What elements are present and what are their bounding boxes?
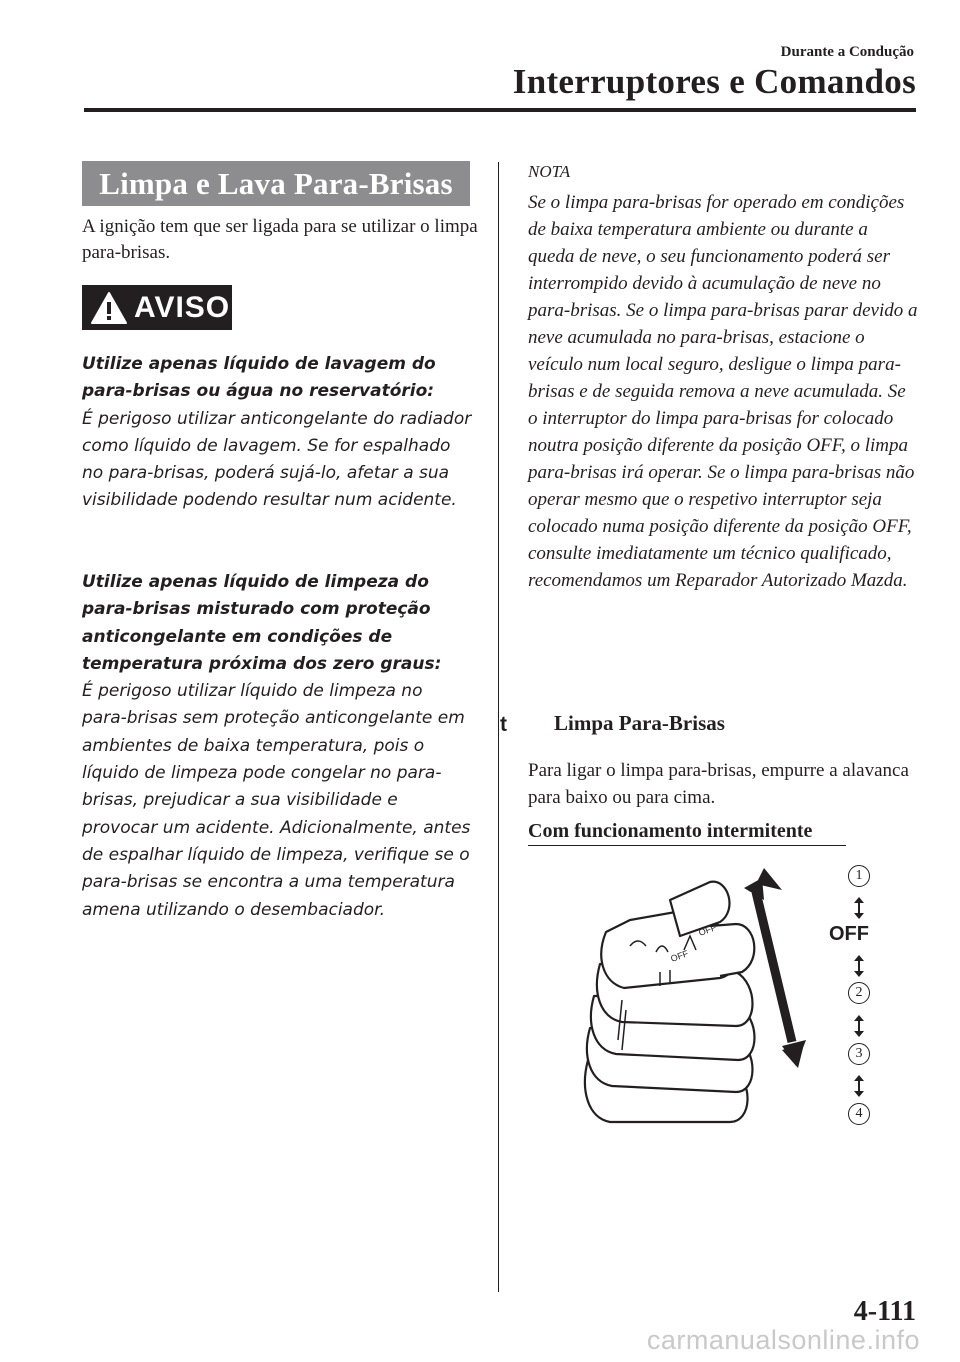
warning-block-2 — [82, 569, 472, 924]
up-down-arrow-icon — [853, 955, 865, 977]
position-1-label: 1 — [848, 865, 870, 887]
page-number: 4-111 — [853, 1296, 916, 1327]
subsection-marker: t — [500, 713, 507, 736]
warning-block-2-body: É perigoso utilizar líquido de limpeza no para-brisas sem proteção anticongelante em ambientes de baixa temperatura, pois o líquido de limpeza pode congelar no para-brisas, prejudicar a sua visibilidade e provocar um acidente. Adicionalmente, antes de espalhar líquido de limpeza, verifique se o para-brisas se encontra a uma temperatura amena utilizando o desembaciador. — [82, 681, 471, 920]
position-3-label: 3 — [848, 1043, 870, 1065]
watermark: carmanualsonline.info — [646, 1325, 920, 1355]
position-off-label: OFF — [829, 923, 869, 945]
warning-block-2-title: Utilize apenas líquido de limpeza do para-brisas misturado com proteção anticongelante em condições de temperatura próxima dos zero graus: — [82, 572, 442, 674]
note-text: Se o limpa para-brisas for operado em condições de baixa temperatura ambiente ou durante a queda de neve, o seu funcionamento poderá ser interrompido devido à acumulação de neve no para-brisas. Se o limpa para-brisas parar devido a neve acumulada no para-brisas, estacione o veículo num local seguro, desligue o limpa para-brisas e de seguida remova a neve acumulada. Se o interruptor do limpa para-brisas for colocado noutra posição diferente da posição OFF, o limpa para-brisas irá operar. Se o limpa para-brisas não operar mesmo que o respetivo interruptor seja colocado numa posição diferente da posição OFF, consulte imediatamente um técnico qualificado, recomendamos um Reparador Autorizado Mazda. — [528, 192, 918, 591]
up-down-arrow-icon — [853, 1015, 865, 1037]
column-divider — [498, 162, 499, 1292]
header-rule — [84, 108, 916, 112]
note-label: NOTA — [528, 162, 571, 181]
warning-triangle-icon — [90, 291, 128, 325]
wipers-body: Para ligar o limpa para-brisas, empurre a alavanca para baixo ou para cima. — [528, 760, 909, 808]
section-title: Limpa e Lava Para-Brisas — [82, 161, 470, 206]
up-down-arrow-icon — [853, 897, 865, 919]
position-4-label: 4 — [848, 1103, 870, 1125]
stalk-off-label-2: OFF — [697, 922, 718, 938]
subsection-heading: Limpa Para-Brisas — [554, 711, 725, 735]
header-title: Interruptores e Comandos — [512, 62, 916, 101]
wiper-stalk-diagram — [560, 860, 900, 1140]
section-intro: A ignição tem que ser ligada para se utilizar o limpa para-brisas. — [82, 216, 478, 263]
wiper-lever-illustration — [560, 860, 900, 1140]
up-down-arrow-icon — [853, 1075, 865, 1097]
position-2-label: 2 — [848, 982, 870, 1004]
header-subtitle: Durante a Condução — [780, 44, 914, 60]
intermittent-heading: Com funcionamento intermitente — [528, 820, 846, 846]
warning-block-1-title: Utilize apenas líquido de lavagem do para-brisas ou água no reservatório: — [82, 354, 436, 402]
warning-block-1 — [82, 351, 472, 515]
warning-label: AVISO — [134, 290, 231, 324]
stalk-off-label-1: OFF — [669, 948, 690, 964]
warning-badge — [82, 285, 232, 330]
warning-block-1-body: É perigoso utilizar anticongelante do radiador como líquido de lavagem. Se for espalhado no para-brisas, poderá sujá-lo, afetar a sua visibilidade podendo resultar num acidente. — [82, 408, 472, 511]
